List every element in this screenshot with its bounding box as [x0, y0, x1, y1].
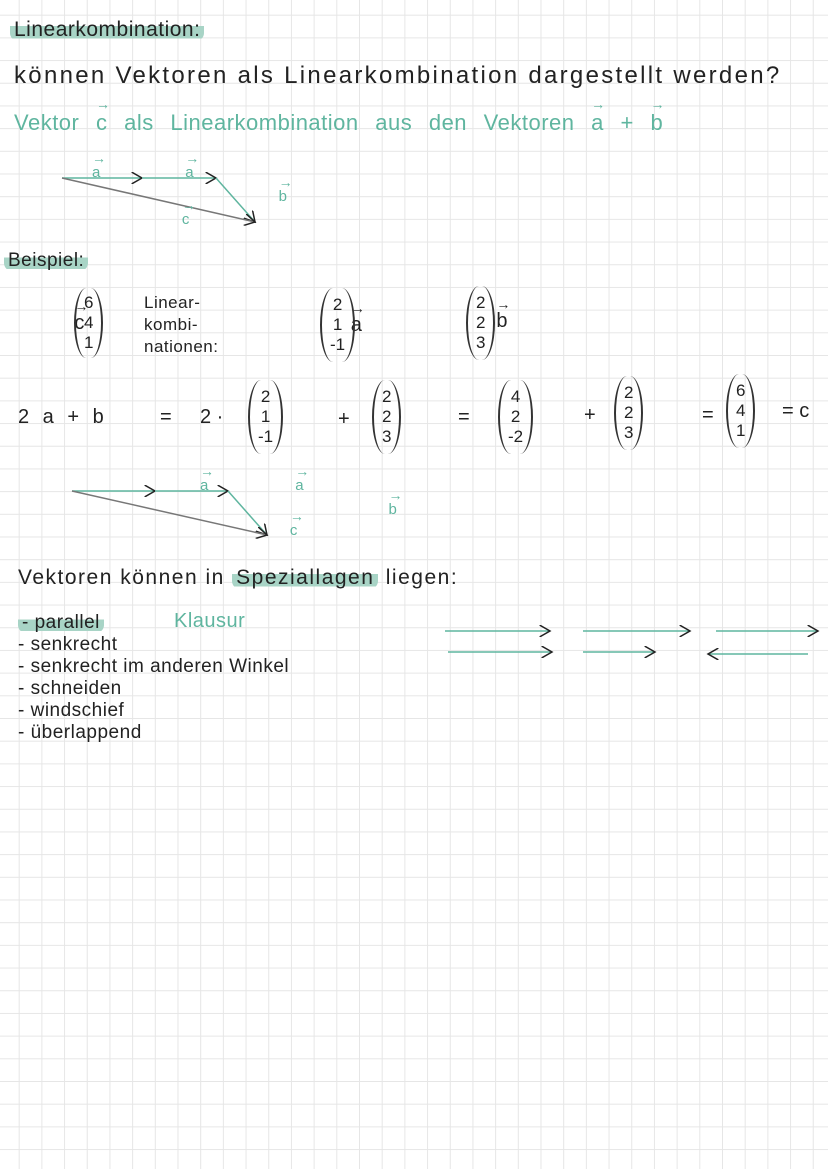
vector-entry: 6	[84, 293, 94, 312]
diagram1-label-a2: → a	[185, 164, 194, 181]
equals-sign: =	[458, 406, 470, 428]
example-a-label: → a	[351, 314, 362, 337]
plus-sign: +	[338, 408, 350, 430]
vector-entry: 2	[260, 387, 271, 406]
vector-entry: 1	[736, 421, 746, 440]
vector-column	[614, 376, 643, 450]
vector-entry: 1	[84, 333, 94, 352]
vector-b-arrow	[228, 491, 267, 535]
vector-entry: -1	[330, 335, 346, 354]
vector-a-column	[320, 288, 355, 362]
vector-entry: -1	[258, 427, 274, 446]
example-c-label: → c	[74, 312, 84, 335]
list-item: - senkrecht	[18, 634, 118, 655]
diagram1-label-c: → c	[182, 211, 190, 228]
example-b-label: → b	[496, 310, 507, 333]
diagram2-label-b: → b	[389, 501, 398, 518]
diagram2-label-c: → c	[290, 522, 298, 539]
diagram-2	[72, 491, 267, 535]
example-heading	[4, 250, 88, 272]
vector-entry: 1	[332, 315, 343, 334]
equals-sign: =	[702, 404, 714, 426]
label-line: nationen:	[144, 337, 219, 356]
title-text: Linearkombination:	[10, 18, 204, 41]
list-item: - überlappend	[18, 722, 142, 743]
vector-entry: -2	[508, 427, 524, 446]
list-item: - windschief	[18, 700, 125, 721]
vector-a-label: → a	[591, 110, 604, 136]
special-positions-list	[18, 612, 289, 744]
plus-sign: +	[620, 110, 634, 135]
question: können Vektoren als Linearkombination dargestellt werden?	[14, 62, 782, 89]
equation-lhs: 2 a + b	[18, 406, 104, 428]
subtitle-part2: als Linearkombination aus den Vektoren	[124, 110, 575, 135]
vector-b-label: → b	[650, 110, 663, 136]
list-item: - schneiden	[18, 678, 122, 699]
label-line: kombi-	[144, 315, 199, 334]
vector-b-column	[466, 286, 495, 360]
vector-entry: 4	[84, 313, 94, 332]
list-item-text: - parallel	[18, 612, 104, 633]
vector-entry: 2	[624, 383, 634, 402]
list-item: - senkrecht im anderen Winkel	[18, 656, 290, 677]
diagram2-label-a: → a	[200, 477, 209, 494]
vector-entry: 2	[624, 403, 634, 422]
exam-note: Klausur	[174, 610, 246, 632]
diagram1-label-a: → a	[92, 164, 101, 181]
vector-entry: 2	[476, 293, 486, 312]
vector-entry: 2	[382, 387, 392, 406]
scalar-two: 2 ·	[200, 406, 224, 428]
vector-entry: 3	[476, 333, 486, 352]
vector-entry: 6	[736, 381, 746, 400]
diagram-1	[62, 178, 255, 222]
vector-entry: 2	[382, 407, 392, 426]
vector-entry: 1	[260, 407, 271, 426]
diagram2-label-a2: → a	[295, 477, 304, 494]
list-item	[18, 612, 289, 634]
heading-post: liegen:	[385, 566, 459, 589]
vector-column	[248, 380, 283, 454]
parallel-arrows	[445, 631, 818, 654]
vector-entry: 3	[624, 423, 634, 442]
vector-entry: 2	[476, 313, 486, 332]
equals-c: = c	[782, 400, 810, 422]
vector-entry: 2	[332, 295, 343, 314]
vector-c-arrow	[72, 491, 267, 535]
vector-entry: 4	[736, 401, 746, 420]
heading-highlight: Speziallagen	[232, 566, 378, 589]
example-heading-text: Beispiel:	[4, 250, 88, 271]
diagram1-label-b: → b	[279, 188, 288, 205]
vector-c-column	[74, 288, 103, 358]
equals-sign: =	[160, 406, 172, 428]
plus-sign: +	[584, 404, 596, 426]
vector-column	[726, 374, 755, 448]
vector-b-arrow	[216, 178, 255, 222]
vector-entry: 2	[510, 407, 521, 426]
linear-combinations-label	[144, 292, 218, 358]
vector-entry: 3	[382, 427, 392, 446]
vector-c-label: → c	[96, 110, 108, 136]
special-positions-heading	[18, 566, 458, 590]
vector-column	[498, 380, 533, 454]
vector-column	[372, 380, 401, 454]
subtitle-part1: Vektor	[14, 110, 80, 135]
vector-entry: 4	[510, 387, 521, 406]
heading-pre: Vektoren können in	[18, 566, 225, 589]
vector-c-arrow	[62, 178, 255, 222]
label-line: Linear-	[144, 293, 201, 312]
